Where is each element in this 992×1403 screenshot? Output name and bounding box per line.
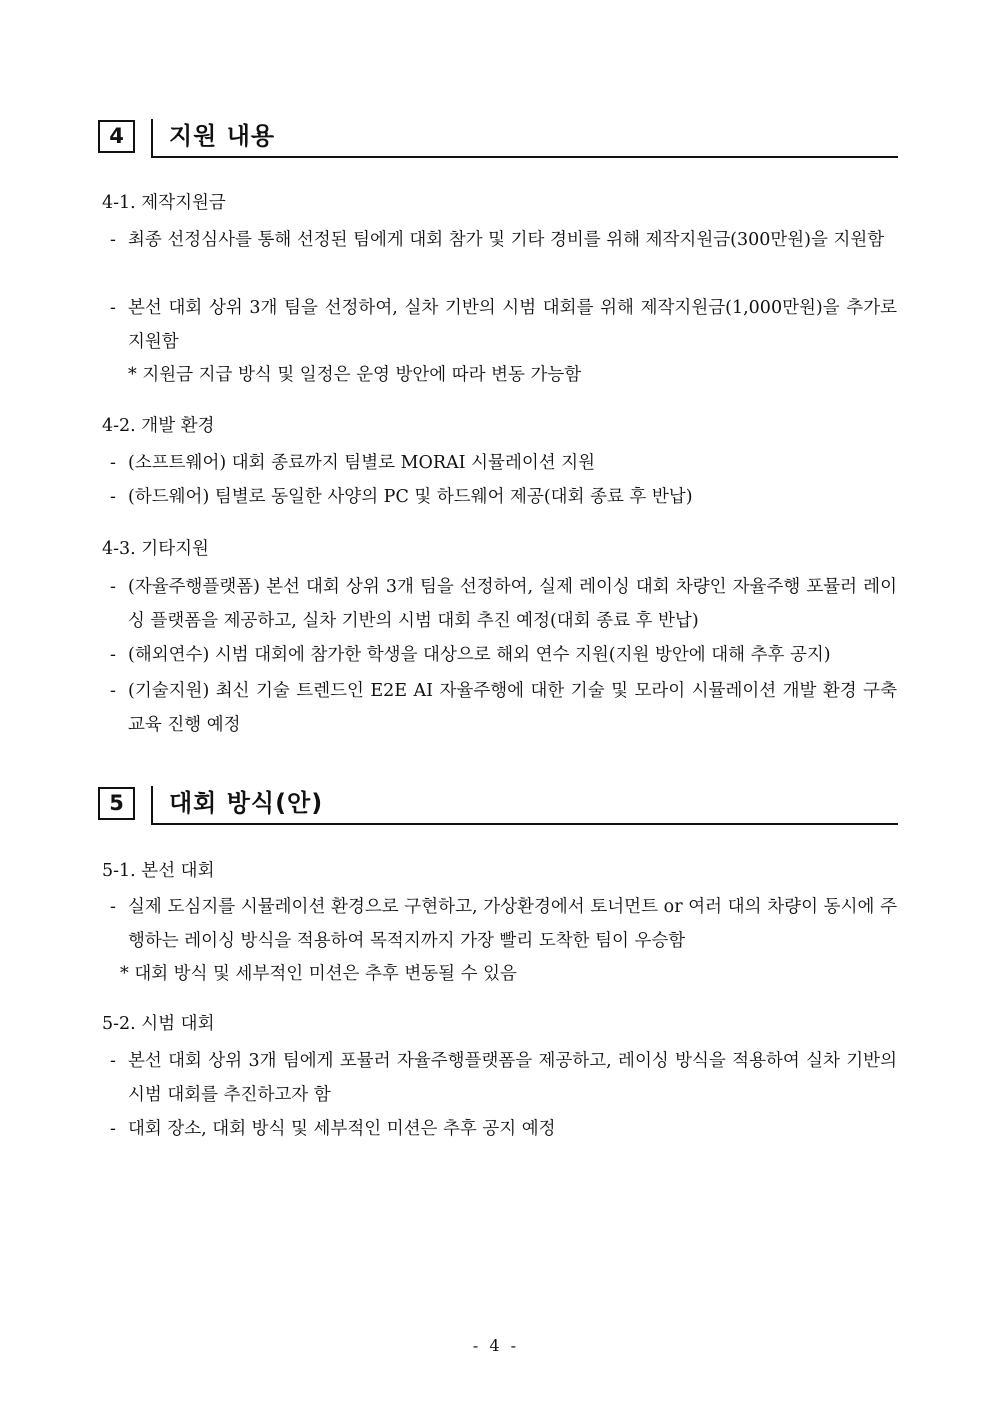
bullet-dash: - [110, 453, 116, 473]
list-item [110, 890, 897, 958]
bullet-dash: - [110, 681, 116, 701]
list-item [110, 446, 897, 480]
list-item [110, 1112, 897, 1146]
subsection-heading: 4-2. 개발 환경 [102, 416, 215, 436]
list-item-text: (소프트웨어) 대회 종료까지 팀별로 MORAI 시뮬레이션 지원 [128, 453, 596, 473]
list-item-text: 최종 선정심사를 통해 선정된 팀에게 대회 참가 및 기타 경비를 위해 제작지원금(300만원)을 지원함 [128, 230, 885, 250]
list-item [110, 480, 897, 514]
section-4-header [98, 119, 898, 159]
section-divider [151, 119, 153, 157]
list-item-text: (하드웨어) 팀별로 동일한 사양의 PC 및 하드웨어 제공(대회 종료 후 반납) [128, 487, 693, 507]
list-item-text: (기술지원) 최신 기술 트렌드인 E2E AI 자율주행에 대한 기술 및 모라이 시뮬레이션 개발 환경 구축 교육 진행 예정 [128, 681, 897, 735]
section-title: 지원 내용 [169, 122, 276, 150]
subsection-heading: 5-1. 본선 대회 [102, 861, 215, 881]
bullet-dash: - [110, 577, 116, 597]
list-item [110, 674, 897, 742]
subsection-heading: 4-3. 기타지원 [102, 539, 209, 559]
section-divider [151, 786, 153, 824]
list-item [110, 1044, 897, 1112]
bullet-dash: - [110, 897, 116, 917]
section-number: 5 [98, 787, 135, 820]
list-item [110, 223, 897, 257]
page-number: - 4 - [472, 1336, 520, 1355]
list-item [110, 570, 897, 638]
subsection-heading: 4-1. 제작지원금 [102, 193, 226, 213]
list-item-text: 대회 장소, 대회 방식 및 세부적인 미션은 추후 공지 예정 [128, 1119, 556, 1139]
list-item-text: (자율주행플랫폼) 본선 대회 상위 3개 팀을 선정하여, 실제 레이싱 대회 차량인 자율주행 포뮬러 레이싱 플랫폼을 제공하고, 실차 기반의 시범 대회 추진 예정(대회 종료 후 반납) [128, 577, 897, 631]
section-number: 4 [98, 120, 135, 153]
list-item [110, 638, 897, 672]
section-title: 대회 방식(안) [169, 789, 324, 817]
section-underline [151, 823, 898, 825]
bullet-dash: - [110, 1051, 116, 1071]
list-item [110, 291, 897, 359]
subsection-heading: 5-2. 시범 대회 [102, 1014, 215, 1034]
list-item-text: (해외연수) 시범 대회에 참가한 학생을 대상으로 해외 연수 지원(지원 방안에 대해 추후 공지) [128, 645, 831, 665]
bullet-dash: - [110, 487, 116, 507]
section-5-header [98, 786, 898, 826]
list-item-text: 본선 대회 상위 3개 팀을 선정하여, 실차 기반의 시범 대회를 위해 제작지원금(1,000만원)을 추가로 지원함 [128, 298, 897, 352]
bullet-dash: - [110, 298, 116, 318]
note: * 지원금 지급 방식 및 일정은 운영 방안에 따라 변동 가능함 [128, 365, 582, 385]
list-item-text: 실제 도심지를 시뮬레이션 환경으로 구현하고, 가상환경에서 토너먼트 or 여러 대의 차량이 동시에 주행하는 레이싱 방식을 적용하여 목적지까지 가장 빨리 도착한 팀이 우승함 [128, 897, 897, 951]
section-underline [151, 156, 898, 158]
bullet-dash: - [110, 230, 116, 250]
bullet-dash: - [110, 645, 116, 665]
list-item-text: 본선 대회 상위 3개 팀에게 포뮬러 자율주행플랫폼을 제공하고, 레이싱 방식을 적용하여 실차 기반의 시범 대회를 추진하고자 함 [128, 1051, 897, 1105]
note: * 대회 방식 및 세부적인 미션은 추후 변동될 수 있음 [120, 964, 517, 984]
bullet-dash: - [110, 1119, 116, 1139]
